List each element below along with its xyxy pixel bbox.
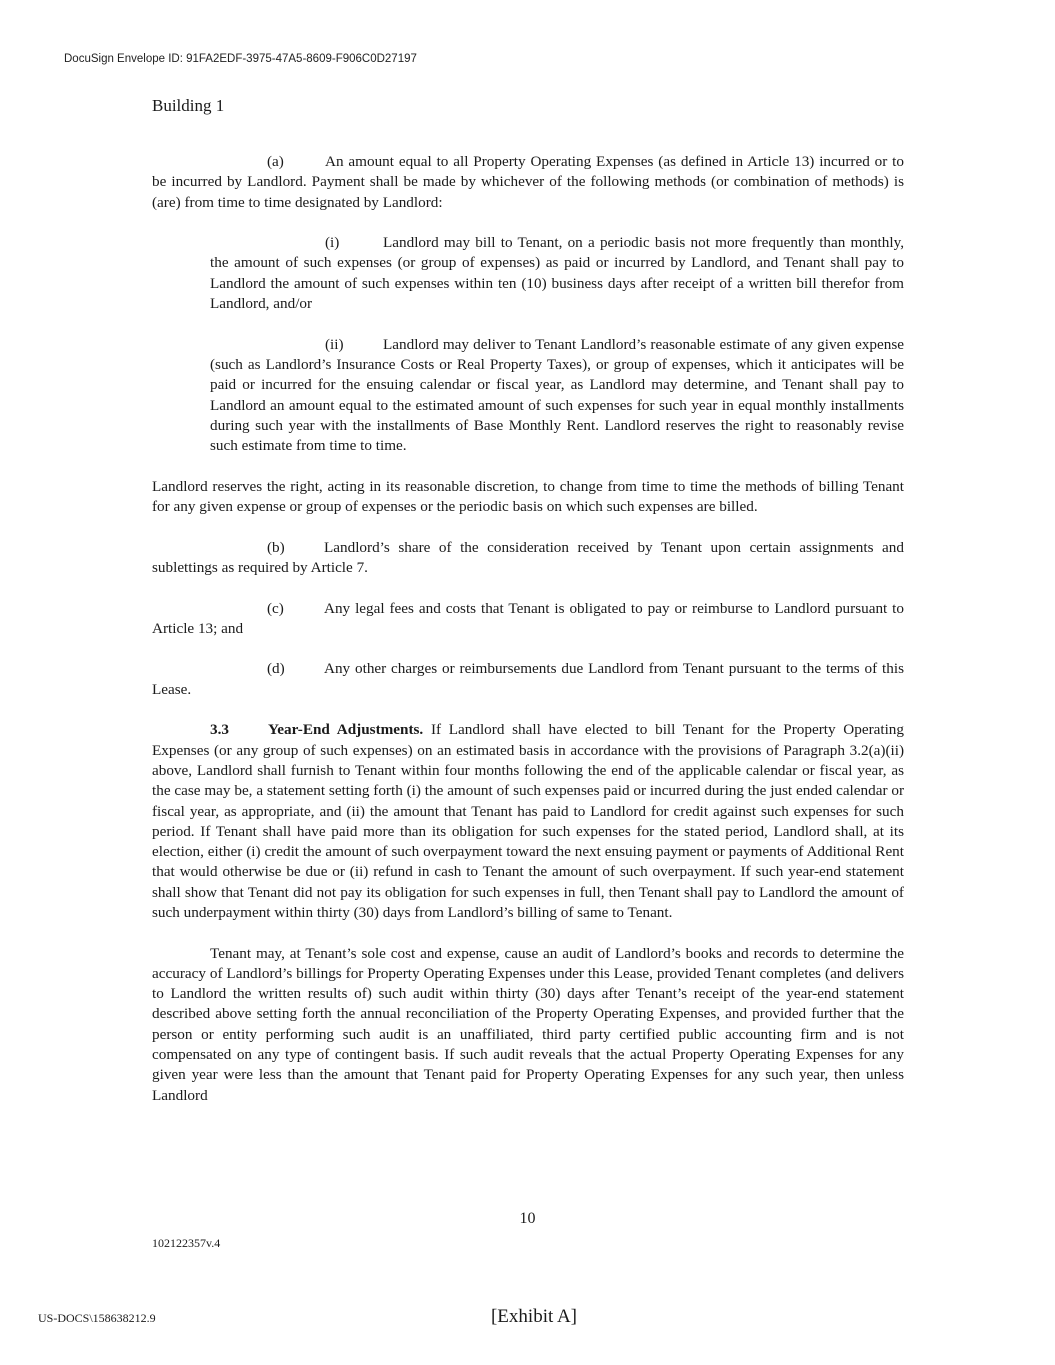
section-title: Year-End Adjustments. [268,721,424,739]
building-heading: Building 1 [152,96,225,115]
paragraph-audit: Tenant may, at Tenant’s sole cost and expense, cause an audit of Landlord’s books and records to determine the accuracy of Landlord’s billings for Property Operating Expenses under this Lease, provided Tenant completes (and delivers to Landlord the written results of) such audit within thirty (30) days after Tenant’s receipt of the year-end statement described above setting forth the annual reconciliation of the Property Operating Expenses, and provided further that the person or entity performing such audit is an unaffiliated, third party certified public accounting firm and is not compensated on any type of contingent basis. If such audit reveals that the actual Property Operating Expenses for any given year were less than the amount that Tenant paid for Property Operating Expenses for any such year, then unless Landlord [152,944,904,1104]
exhibit-label: [Exhibit A] [490,1306,578,1327]
docusign-envelope-id: DocuSign Envelope ID: 91FA2EDF-3975-47A5-8609-F906C0D27197 [64,53,417,65]
item-text-a: An amount equal to all Property Operating Expenses (as defined in Article 13) incurred or to be incurred by Landlord. Payment shall be made by whichever of the following methods (or combination of methods) is (are) from time to time designated by Landlord: [152,153,904,211]
item-text-b: Landlord’s share of the consideration received by Tenant upon certain assignments and sublettings as required by Article 7. [152,538,904,576]
item-marker-i: (i) [325,234,340,252]
item-marker-d: (d) [267,660,285,678]
section-text: If Landlord shall have elected to bill Tenant for the Property Operating Expenses (or any group of such expenses) on an estimated basis in accordance with the provisions of Paragraph 3.2(a)(ii) above, Landlord shall furnish to Tenant within four months following the end of the applicable calendar or fiscal year, as the case may be, a statement setting forth (i) the amount of such expenses paid or incurred during the just ended calendar or fiscal year, as appropriate, and (ii) the amount that Tenant has paid to Landlord for credit against such expenses for such period. If Tenant shall have paid more than its obligation for such expenses for the stated period, Landlord shall, at its election, either (i) credit the amount of such overpayment toward the next ensuing payment or payments of Additional Rent that would otherwise be due or (ii) refund in cash to Tenant the amount of such overpayment. If such year-end statement shall show that Tenant did not pay its obligation for such expenses in full, then Tenant shall pay to Landlord the amount of such underpayment within thirty (30) days from Landlord’s billing of same to Tenant. [152,721,904,921]
paragraph-reserve: Landlord reserves the right, acting in its reasonable discretion, to change from time to time the methods of billing Tenant for any given expense or group of expenses or the periodic basis on which such expenses are billed. [152,477,904,516]
paragraph-a [152,152,904,213]
paragraph-c [152,599,904,640]
document-version: 102122357v.4 [152,1236,221,1250]
paragraph-i [152,233,904,314]
document-body [152,152,904,1106]
section-number: 3.3 [210,721,229,739]
item-text-ii: Landlord may deliver to Tenant Landlord’s reasonable estimate of any given expense (such as Landlord’s Insurance Costs or Real Property Taxes), or group of expenses, which it anticipates will be paid or incurred for the ensuing calendar or fiscal year, as Landlord may determine, and Tenant shall pay to Landlord an amount equal to the estimated amount of such expenses for such year in equal monthly installments during such year with the installments of Base Monthly Rent. Landlord reserves the right to reasonably revise such estimate from time to time. [210,335,904,455]
section-3-3 [152,720,904,923]
paragraph-ii [152,335,904,457]
item-marker-ii: (ii) [325,335,344,353]
item-text-d: Any other charges or reimbursements due Landlord from Tenant pursuant to the terms of this Lease. [152,660,904,698]
item-marker-c: (c) [267,599,284,617]
paragraph-b [152,538,904,579]
item-text-c: Any legal fees and costs that Tenant is obligated to pay or reimburse to Landlord pursuant to Article 13; and [152,599,904,637]
page-number: 10 [519,1210,536,1227]
paragraph-d [152,659,904,700]
item-text-i: Landlord may bill to Tenant, on a periodic basis not more frequently than monthly, the amount of such expenses (or group of expenses) as paid or incurred by Landlord, and Tenant shall pay to Landlord the amount of such expenses within ten (10) business days after receipt of a written bill therefor from Landlord, and/or [210,234,904,313]
document-id: US-DOCS\158638212.9 [38,1311,156,1325]
item-marker-a: (a) [267,153,284,170]
item-marker-b: (b) [267,538,285,556]
